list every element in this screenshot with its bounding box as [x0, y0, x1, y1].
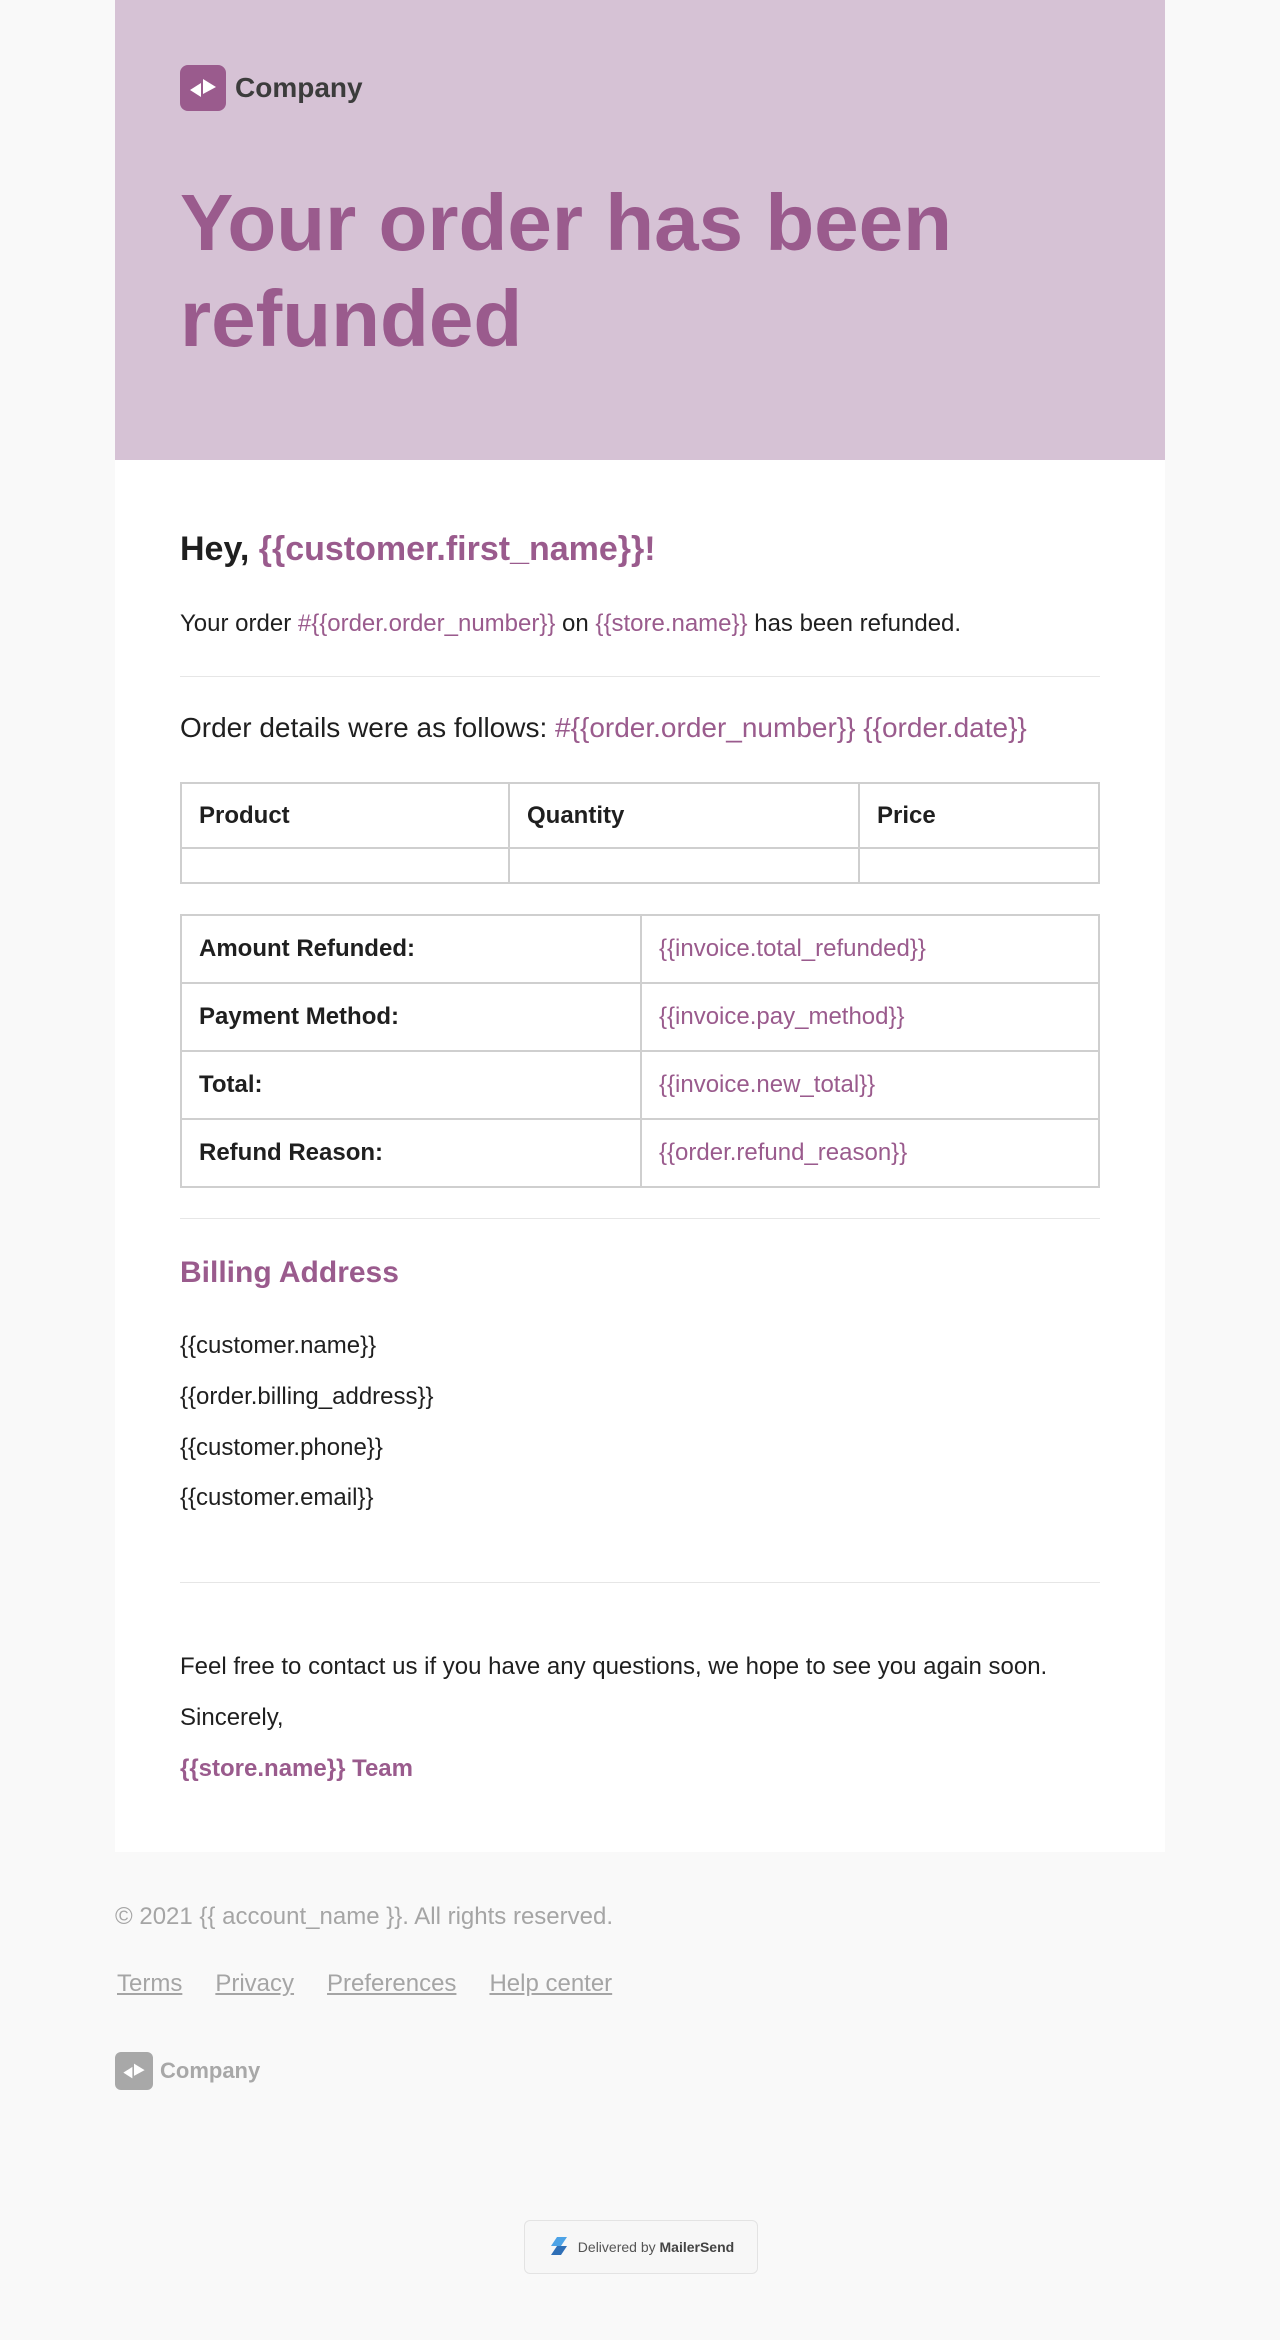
payment-method-value: {{invoice.pay_method}} [641, 983, 1099, 1051]
company-name: Company [235, 72, 363, 103]
divider [180, 676, 1100, 677]
billing-address-title: Billing Address [180, 1256, 399, 1289]
closing-sincerely: Sincerely, [180, 1704, 284, 1731]
products-table [180, 782, 1100, 884]
total-label: Total: [181, 1051, 641, 1119]
table-row [181, 983, 1099, 1051]
greeting-prefix: Hey, [180, 530, 259, 568]
store-name: {{store.name}} [595, 610, 748, 637]
customer-first-name: {{customer.first_name}}! [258, 530, 656, 568]
divider [180, 1218, 1100, 1219]
company-logo-icon [180, 65, 226, 111]
delivered-by-text [578, 2239, 734, 2255]
footer-company-logo [115, 2052, 260, 2090]
preferences-link[interactable]: Preferences [327, 1970, 457, 1997]
details-order-date: {{order.date}} [863, 712, 1027, 743]
greeting [180, 530, 1100, 569]
billing-phone: {{customer.phone}} [180, 1434, 383, 1461]
table-cell [181, 848, 509, 883]
column-header-price: Price [859, 783, 1099, 848]
refund-summary-table [180, 914, 1100, 1188]
intro-part1: Your order [180, 610, 298, 637]
footer-company-name: Company [160, 2058, 261, 2083]
details-label: Order details were as follows: [180, 712, 556, 743]
help-center-link[interactable]: Help center [489, 1970, 613, 1997]
table-row [181, 1051, 1099, 1119]
column-header-quantity: Quantity [509, 783, 859, 848]
table-row [181, 1119, 1099, 1187]
order-number: #{{order.order_number}} [297, 610, 556, 637]
billing-customer-name: {{customer.name}} [180, 1332, 377, 1359]
privacy-link[interactable]: Privacy [215, 1970, 295, 1997]
closing-message: Feel free to contact us if you have any questions, we hope to see you again soon. [180, 1653, 1048, 1680]
footer-links [117, 1970, 612, 1998]
table-row [181, 915, 1099, 983]
mailersend-logo-icon [548, 2235, 570, 2260]
table-cell [509, 848, 859, 883]
payment-method-label: Payment Method: [181, 983, 641, 1051]
intro-text [180, 610, 1100, 638]
terms-link[interactable]: Terms [117, 1970, 183, 1997]
page-title: Your order has been refunded [180, 178, 953, 363]
amount-refunded-label: Amount Refunded: [181, 915, 641, 983]
email-body [115, 460, 1165, 1852]
billing-address: {{order.billing_address}} [180, 1383, 434, 1410]
company-logo [180, 65, 363, 111]
billing-email: {{customer.email}} [180, 1484, 374, 1511]
amount-refunded-value: {{invoice.total_refunded}} [641, 915, 1099, 983]
email-header [115, 0, 1165, 460]
table-header-row [181, 783, 1099, 848]
delivered-prefix: Delivered by [577, 2239, 660, 2255]
order-details-heading [180, 712, 1100, 744]
table-cell [859, 848, 1099, 883]
total-value: {{invoice.new_total}} [641, 1051, 1099, 1119]
column-header-product: Product [181, 783, 509, 848]
copyright-text: © 2021 {{ account_name }}. All rights reserved. [115, 1903, 613, 1930]
divider [180, 1582, 1100, 1583]
refund-reason-value: {{order.refund_reason}} [641, 1119, 1099, 1187]
delivered-brand: MailerSend [659, 2239, 735, 2255]
intro-part2: on [555, 610, 596, 637]
table-row [181, 848, 1099, 883]
company-logo-icon [115, 2052, 153, 2090]
delivered-by-badge[interactable] [524, 2220, 758, 2274]
details-order-number: #{{order.order_number}} [555, 712, 856, 743]
signature-team: {{store.name}} Team [180, 1755, 413, 1782]
refund-reason-label: Refund Reason: [181, 1119, 641, 1187]
intro-part3: has been refunded. [747, 610, 962, 637]
